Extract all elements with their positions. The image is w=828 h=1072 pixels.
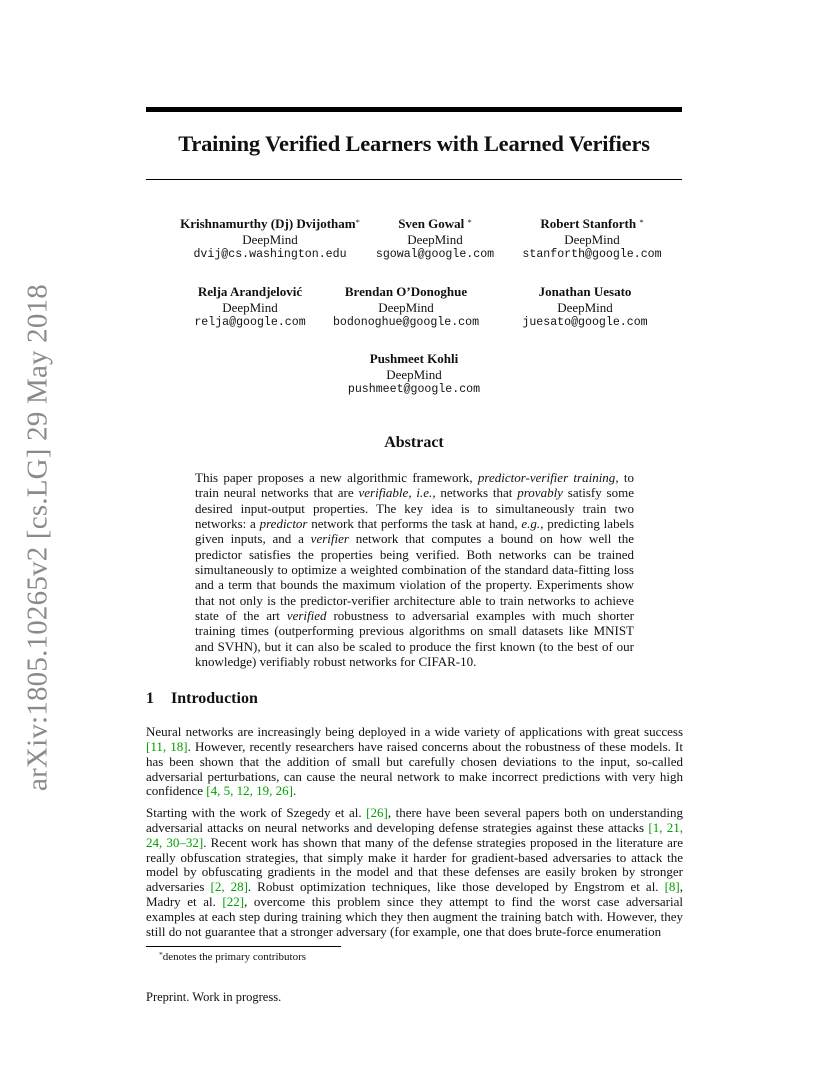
footnote [159,951,306,963]
author-email: pushmeet@google.com [347,383,481,396]
abstract-heading: Abstract [384,434,444,451]
footnote-mark: * [159,950,163,959]
author-block [170,284,330,331]
author-mark: * [467,217,472,227]
author-affiliation: DeepMind [242,231,298,247]
author-name: Robert Stanforth [540,216,637,231]
section-number: 1 [146,690,154,707]
author-block [334,351,494,398]
citation-link[interactable]: [11, 18] [146,738,188,754]
author-mark: * [355,217,360,227]
author-email: dvij@cs.washington.edu [193,248,347,261]
author-affiliation: DeepMind [557,299,613,315]
author-name: Relja Arandjelović [197,284,303,299]
title-bottom-rule [146,179,682,180]
author-block [150,216,390,263]
author-email: sgowal@google.com [375,248,495,261]
author-block [505,284,665,331]
title-top-rule [146,107,682,112]
author-block [355,216,515,263]
author-email: relja@google.com [194,316,306,329]
citation-link[interactable]: [26] [366,805,388,820]
author-affiliation: DeepMind [386,366,442,382]
author-block [512,216,672,263]
author-name: Jonathan Uesato [538,284,632,299]
author-name: Brendan O’Donoghue [344,284,468,299]
abstract-text: This paper proposes a new algorithmic framework, predictor-verifier training, to train neural networks that are verifiable, i.e., networks that provably satisfy some desired input-output properties. The key idea is to simultaneously train two networks: a predictor network that performs the task at hand, e.g., predicting labels given inputs, and a verifier network that computes a bound on how well the predictor satisfies the properties being verified. Both networks can be trained simultaneously to optimize a weighted combination of the standard data-fitting loss and a term that bounds the maximum violation of the property. Experiments show that not only is the predictor-verifier architecture able to train networks to achieve state of the art verified robustness to adversarial examples with much shorter training times (outperforming previous algorithms on small datasets like MNIST and SVHN), but it can also be scaled to produce the first known (to the best of our knowledge) verifiably robust networks for CIFAR-10. [195,470,635,670]
citation-link[interactable]: [8] [664,879,680,895]
citation-link[interactable]: [22] [222,894,245,910]
paper-title: Training Verified Learners with Learned Verifiers [178,131,650,156]
citation-link[interactable]: [1, 21, 24, 30–32] [146,819,683,850]
author-email: bodonoghue@google.com [332,316,480,329]
section-title: Introduction [171,690,258,707]
intro-paragraph-1: Neural networks are increasingly being deployed in a wide variety of applications with great success [11, 18]. However, recently researchers have raised concerns about the robustness of these models. It has been shown that the addition of small but carefully chosen deviations to the input, so-called adversarial perturbations, can cause the neural network to make incorrect predictions with very high confidence [4, 5, 12, 19, 26]. [146,724,683,799]
author-email: stanforth@google.com [522,248,662,261]
author-name: Krishnamurthy (Dj) Dvijotham [180,216,356,231]
footnote-rule [146,946,341,947]
author-email: juesato@google.com [522,316,648,329]
section-heading [146,690,258,708]
arxiv-identifier: arXiv:1805.10265v2 [cs.LG] 29 May 2018 [21,284,54,791]
preprint-note: Preprint. Work in progress. [146,990,282,1004]
author-affiliation: DeepMind [222,299,278,315]
citation-link[interactable]: [4, 5, 12, 19, 26] [206,783,293,799]
author-affiliation: DeepMind [407,231,463,247]
author-name: Pushmeet Kohli [369,351,459,366]
footnote-text: denotes the primary contributors [162,951,307,963]
author-block [326,284,486,331]
author-affiliation: DeepMind [378,299,434,315]
author-affiliation: DeepMind [564,231,620,247]
citation-link[interactable]: [2, 28] [210,879,248,895]
author-name: Sven Gowal [398,216,465,231]
intro-paragraph-2: Starting with the work of Szegedy et al. [26], there have been several papers both on understanding adversarial attacks on neural networks and developing defense strategies against these attacks [1, 21, 24, 30–32]. Recent work has shown that many of the defense strategies proposed in the literature are really obfuscation strategies, that simply make it harder for gradient-based adversaries to attack the model by obfuscating gradients in the model and that these defenses are easily broken by stronger adversaries [2, 28]. Robust optimization techniques, like those developed by Engstrom et al. [8], Madry et al. [22], overcome this problem since they attempt to find the worst case adversarial examples at each step during training which they then augment the training batch with. However, they still do not guarantee that a stronger adversary (for example, one that does brute-force enumeration [146,805,683,939]
author-mark: * [639,217,644,227]
